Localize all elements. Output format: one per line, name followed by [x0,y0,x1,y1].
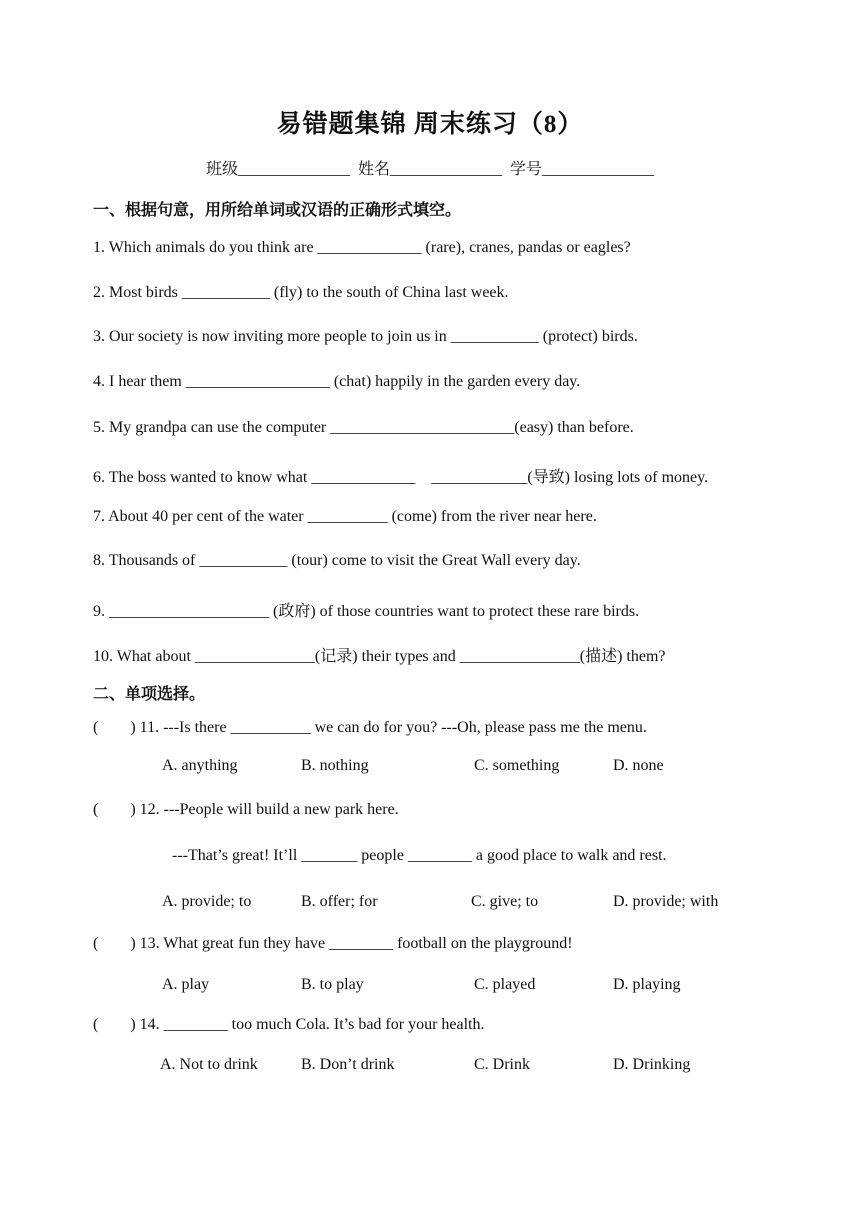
q14-option-d: D. Drinking [613,1056,691,1073]
q12-option-a: A. provide; to [162,893,252,910]
q11-option-a: A. anything [162,757,238,774]
q11-option-c: C. something [474,757,560,774]
question-11: ( ) 11. ---Is there __________ we can do for you? ---Oh, please pass me the menu. [93,719,647,736]
q14-option-a: A. Not to drink [160,1056,258,1073]
question-4: 4. I hear them __________________ (chat) happily in the garden every day. [93,373,581,390]
q12-option-c: C. give; to [471,893,539,910]
q13-option-b: B. to play [301,976,364,993]
question-5: 5. My grandpa can use the computer _______________________(easy) than before. [93,419,634,436]
q11-option-b: B. nothing [301,757,369,774]
question-12: ( ) 12. ---People will build a new park here. [93,801,399,818]
question-3: 3. Our society is now inviting more people to join us in ___________ (protect) birds. [93,328,638,345]
q13-option-a: A. play [162,976,210,993]
question-1: 1. Which animals do you think are _____________ (rare), cranes, pandas or eagles? [93,239,631,256]
section-2-heading: 二、单项选择。 [93,686,206,703]
question-2: 2. Most birds ___________ (fly) to the south of China last week. [93,284,509,301]
question-12-line-2: ---That’s great! It’ll _______ people ________ a good place to walk and rest. [172,847,667,864]
question-13: ( ) 13. What great fun they have ________ football on the playground! [93,935,573,952]
student-info-line: 班级______________ 姓名______________ 学号______________ [205,161,654,178]
q14-option-c: C. Drink [474,1056,530,1073]
q13-option-c: C. played [474,976,536,993]
question-8: 8. Thousands of ___________ (tour) come to visit the Great Wall every day. [93,552,581,569]
q12-option-b: B. offer; for [301,893,378,910]
q13-option-d: D. playing [613,976,681,993]
section-1-heading: 一、根据句意，用所给单词或汉语的正确形式填空。 [93,202,462,219]
question-10: 10. What about _______________(记录) their types and _______________(描述) them? [93,648,666,665]
page-title: 易错题集锦 周末练习（8） [276,111,584,138]
q11-option-d: D. none [613,757,664,774]
question-7: 7. About 40 per cent of the water __________ (come) from the river near here. [93,508,597,525]
question-9: 9. ____________________ (政府) of those countries want to protect these rare birds. [93,603,640,620]
question-14: ( ) 14. ________ too much Cola. It’s bad for your health. [93,1016,485,1033]
q12-option-d: D. provide; with [613,893,719,910]
question-6: 6. The boss wanted to know what _____________ ____________(导致) losing lots of money. [93,469,709,486]
q14-option-b: B. Don’t drink [301,1056,395,1073]
